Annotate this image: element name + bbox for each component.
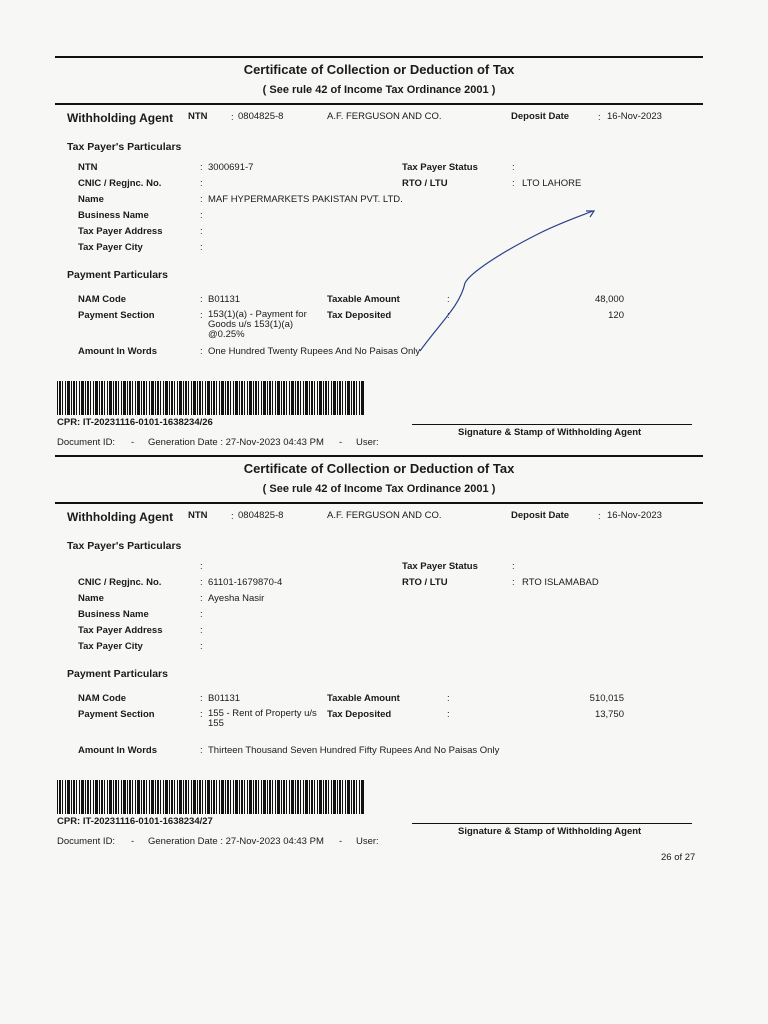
taxpayer-city-label: Tax Payer City — [78, 641, 143, 652]
ntn-value: 3000691-7 — [208, 162, 254, 173]
taxpayer-particulars-heading: Tax Payer's Particulars — [67, 540, 182, 552]
rto-label: RTO / LTU — [402, 577, 448, 588]
page-number: 26 of 27 — [661, 852, 696, 863]
withholding-agent-label: Withholding Agent — [67, 510, 174, 524]
signature-stamp-label: Signature & Stamp of Withholding Agent — [458, 826, 642, 837]
certificate-title: Certificate of Collection or Deduction of Tax — [243, 461, 515, 476]
nam-code-label: NAM Code — [78, 294, 127, 305]
field-colon: : — [200, 242, 203, 253]
field-colon: : — [200, 346, 203, 357]
field-colon: : — [200, 625, 203, 636]
field-colon: : — [200, 162, 203, 173]
signature-line — [412, 823, 692, 824]
field-colon: : — [200, 294, 203, 305]
field-colon: : — [200, 593, 203, 604]
name-label: Name — [78, 194, 104, 205]
field-colon: : — [447, 310, 450, 321]
field-colon: : — [200, 310, 203, 321]
field-colon: : — [512, 162, 515, 173]
payment-section-label: Payment Section — [78, 709, 155, 720]
rto-label: RTO / LTU — [402, 178, 448, 189]
agent-ntn-value: 0804825-8 — [238, 111, 284, 122]
generation-date: Generation Date : 27-Nov-2023 04:43 PM — [148, 437, 324, 448]
cpr-number: CPR: IT-20231116-0101-1638234/27 — [57, 816, 213, 827]
payment-particulars-heading: Payment Particulars — [67, 269, 168, 281]
rto-value: RTO ISLAMABAD — [522, 577, 599, 588]
amount-in-words-value: Thirteen Thousand Seven Hundred Fifty Rupees And No Paisas Only — [208, 745, 500, 756]
separator: - — [339, 437, 343, 448]
certificate-title: Certificate of Collection or Deduction of Tax — [243, 62, 515, 77]
payment-particulars-heading: Payment Particulars — [67, 668, 168, 680]
deposit-date-value: 16-Nov-2023 — [607, 111, 662, 122]
taxable-amount-value: 510,015 — [589, 693, 624, 704]
taxpayer-address-label: Tax Payer Address — [78, 226, 163, 237]
agent-ntn-value: 0804825-8 — [238, 510, 284, 521]
document-id-value: - — [131, 836, 135, 847]
nam-code-value: B01131 — [208, 693, 241, 704]
field-colon: : — [512, 561, 515, 572]
deposit-date-label: Deposit Date — [511, 111, 570, 122]
user-label: User: — [356, 437, 379, 448]
field-colon: : — [200, 693, 203, 704]
document-id-label: Document ID: — [57, 437, 116, 448]
field-colon: : — [200, 194, 203, 205]
business-name-label: Business Name — [78, 210, 149, 221]
field-colon: : — [447, 693, 450, 704]
field-colon: : — [512, 577, 515, 588]
field-colon: : — [200, 709, 203, 720]
tax-deposited-value: 120 — [608, 310, 624, 321]
name-label: Name — [78, 593, 104, 604]
agent-name: A.F. FERGUSON AND CO. — [327, 111, 442, 122]
header-rule — [55, 103, 703, 105]
certificate-subtitle: ( See rule 42 of Income Tax Ordinance 2001 ) — [262, 84, 496, 96]
field-colon: : — [200, 745, 203, 756]
field-colon: : — [512, 178, 515, 189]
header-rule — [55, 502, 703, 504]
taxpayer-status-label: Tax Payer Status — [402, 561, 478, 572]
tax-deposited-label: Tax Deposited — [327, 310, 392, 321]
pen-tick-mark — [410, 208, 600, 358]
taxpayer-particulars-heading: Tax Payer's Particulars — [67, 141, 182, 153]
top-rule — [55, 455, 703, 457]
field-colon: : — [200, 561, 203, 572]
signature-stamp-label: Signature & Stamp of Withholding Agent — [458, 427, 642, 438]
taxable-amount-value: 48,000 — [594, 294, 624, 305]
nam-code-value: B01131 — [208, 294, 241, 305]
rto-value: LTO LAHORE — [522, 178, 582, 189]
cpr-number: CPR: IT-20231116-0101-1638234/26 — [57, 417, 213, 428]
taxpayer-city-label: Tax Payer City — [78, 242, 143, 253]
tax-deposited-value: 13,750 — [594, 709, 624, 720]
ntn-label: NTN — [78, 162, 98, 173]
cpr-barcode — [57, 381, 365, 415]
payment-section-label: Payment Section — [78, 310, 155, 321]
taxpayer-status-label: Tax Payer Status — [402, 162, 478, 173]
field-colon: : — [447, 709, 450, 720]
amount-in-words-label: Amount In Words — [78, 745, 157, 756]
agent-name: A.F. FERGUSON AND CO. — [327, 510, 442, 521]
signature-line — [412, 424, 692, 425]
tax-deposited-label: Tax Deposited — [327, 709, 392, 720]
field-colon: : — [200, 577, 203, 588]
field-colon: : — [200, 210, 203, 221]
taxpayer-address-label: Tax Payer Address — [78, 625, 163, 636]
field-colon: : — [598, 511, 601, 522]
field-colon: : — [200, 641, 203, 652]
top-rule — [55, 56, 703, 58]
field-colon: : — [231, 511, 234, 522]
amount-in-words-label: Amount In Words — [78, 346, 157, 357]
cpr-barcode — [57, 780, 365, 814]
certificate-subtitle: ( See rule 42 of Income Tax Ordinance 2001 ) — [262, 483, 496, 495]
amount-in-words-value: One Hundred Twenty Rupees And No Paisas Only — [208, 346, 421, 357]
cnic-label: CNIC / Regjnc. No. — [78, 577, 162, 588]
field-colon: : — [447, 294, 450, 305]
document-id-value: - — [131, 437, 135, 448]
field-colon: : — [200, 226, 203, 237]
name-value: Ayesha Nasir — [208, 593, 265, 604]
field-colon: : — [231, 112, 234, 123]
name-value: MAF HYPERMARKETS PAKISTAN PVT. LTD. — [208, 194, 403, 205]
field-colon: : — [598, 112, 601, 123]
field-colon: : — [200, 178, 203, 189]
generation-date: Generation Date : 27-Nov-2023 04:43 PM — [148, 836, 324, 847]
business-name-label: Business Name — [78, 609, 149, 620]
agent-ntn-label: NTN — [188, 510, 208, 521]
deposit-date-value: 16-Nov-2023 — [607, 510, 662, 521]
withholding-agent-label: Withholding Agent — [67, 111, 174, 125]
taxable-amount-label: Taxable Amount — [327, 693, 400, 704]
document-id-label: Document ID: — [57, 836, 116, 847]
field-colon: : — [200, 609, 203, 620]
separator: - — [339, 836, 343, 847]
agent-ntn-label: NTN — [188, 111, 208, 122]
deposit-date-label: Deposit Date — [511, 510, 570, 521]
nam-code-label: NAM Code — [78, 693, 127, 704]
cnic-label: CNIC / Regjnc. No. — [78, 178, 162, 189]
payment-section-value: 153(1)(a) - Payment for Goods u/s 153(1)(a) @0.25% — [208, 309, 307, 340]
taxable-amount-label: Taxable Amount — [327, 294, 400, 305]
cnic-value: 61101-1679870-4 — [208, 577, 283, 588]
payment-section-value: 155 - Rent of Property u/s 155 — [208, 708, 317, 729]
user-label: User: — [356, 836, 379, 847]
